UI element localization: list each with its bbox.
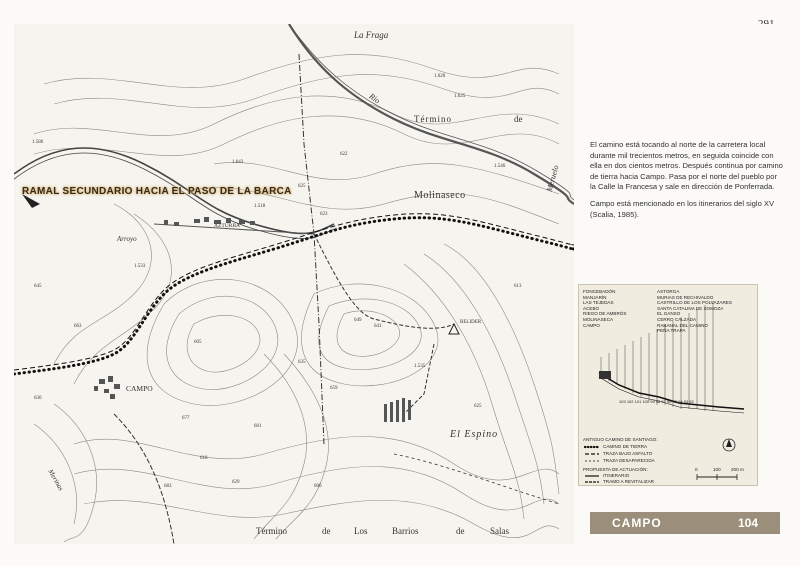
- town-label: LAS TEJEDAS: [583, 300, 614, 306]
- elevation-label: 1.546: [494, 164, 506, 169]
- profile-number: 98: [655, 399, 661, 404]
- town-label: CASTRILLO DE LOS POLVAZARES: [657, 300, 732, 306]
- label-de-bottom-1: de: [322, 526, 331, 536]
- label-arroyo: Arroyo: [117, 235, 137, 243]
- towns-left: [583, 289, 626, 328]
- elevation-label: 645: [34, 284, 42, 289]
- label-molinaseco: Molinaseco: [414, 190, 466, 201]
- elevation-label: 1.620: [434, 74, 446, 79]
- elevation-label: 1.533: [134, 264, 146, 269]
- towns-right: [657, 289, 732, 334]
- town-label: MURIAS DE RECHIVALDO: [657, 294, 714, 300]
- elevation-label: 649: [354, 318, 362, 323]
- elevation-label: 641: [374, 324, 382, 329]
- route-profile-inset: [578, 284, 758, 486]
- elevation-label: 622: [340, 152, 348, 157]
- label-campo: CAMPO: [126, 384, 153, 393]
- town-label: FONCEBADÓN: [583, 289, 616, 294]
- profile-numbers: [619, 399, 694, 405]
- description-paragraph: El camino está tocando al norte de la carretera local durante mil trecientos metros, en seguida coincide con ella en dos cientos metros. Después continua por camino de tierra hacia Campo. Pasa por el norte del pueblo por la Calle la Francesa y sale en dirección de Ponferrada.: [590, 140, 783, 192]
- elevation-label: 1.518: [254, 204, 266, 209]
- elevation-label: 625: [298, 184, 306, 189]
- town-label: EL GANSO: [657, 311, 681, 317]
- legend-item: TRAZA DESAPARECIDA: [603, 458, 655, 463]
- town-label: ACEBO: [583, 305, 600, 311]
- elevation-label: 600: [314, 484, 322, 489]
- footer-number: 104: [738, 516, 759, 530]
- label-termino-top: Término: [414, 114, 452, 124]
- town-label: MOLINASECA: [583, 316, 614, 322]
- branch-callout: RAMAL SECUNDARIO HACIA EL PASO DE LA BARCA: [22, 186, 292, 197]
- profile-number: 103: [619, 399, 626, 404]
- profile-number: 101: [634, 399, 642, 404]
- town-label: RABANAL DEL CAMINO: [657, 322, 708, 328]
- elevation-label: 601: [254, 424, 262, 429]
- label-barrios: Barrios: [392, 526, 419, 536]
- label-salas: Salas: [490, 526, 509, 536]
- profile-number: 96: [666, 399, 672, 404]
- map-drawing: [14, 24, 574, 544]
- town-label: MANJARÍN: [583, 294, 607, 300]
- elevation-label: 663: [74, 324, 82, 329]
- label-de-top: de: [514, 114, 523, 124]
- profile-number: 92: [689, 399, 694, 404]
- town-label: RIEGO DE AMBRÓS: [583, 311, 627, 317]
- proposal-item: TRAMO A REVITALIZAR: [603, 479, 654, 484]
- proposal-item: ITINERARIO: [603, 473, 630, 478]
- profile-number: 100: [642, 399, 650, 404]
- label-el-espino: El Espino: [450, 429, 499, 440]
- footer-title: CAMPO: [612, 516, 662, 530]
- scale-label: 100: [713, 467, 721, 472]
- elevation-label: 683: [164, 484, 172, 489]
- elevation-label: 613: [514, 284, 522, 289]
- topographic-map: [14, 24, 574, 544]
- elevation-label: 635: [298, 360, 306, 365]
- legend-item: TRAZA BAJO ASFALTO: [603, 451, 653, 456]
- label-de-bottom-2: de: [456, 526, 465, 536]
- elevation-label: 605: [194, 340, 202, 345]
- elevation-label: 1.586: [32, 140, 44, 145]
- elevation-label: 677: [182, 416, 190, 421]
- label-belider: BELIDER: [460, 320, 482, 325]
- town-label: ASTORGA: [657, 289, 680, 294]
- profile-number: 93: [683, 399, 689, 404]
- label-azturba: AZTURBA: [214, 223, 240, 229]
- legend-heading: ANTIGUO CAMINO DE SANTIAGO:: [583, 437, 658, 442]
- proposal-heading: PROPUESTA DE ACTUACIÓN:: [583, 467, 648, 472]
- scale-label: 200 m: [731, 467, 744, 472]
- label-la-fraga: La Fraga: [354, 30, 389, 40]
- elevation-label: 1.643: [232, 160, 244, 165]
- town-label: PEÑA TRAPA: [657, 328, 686, 334]
- profile-number: 102: [626, 399, 634, 404]
- description-paragraph: Campo está mencionado en los itinerarios del siglo XV (Scalia, 1985).: [590, 198, 775, 219]
- elevation-label: 659: [330, 386, 338, 391]
- profile-number: 94: [678, 399, 683, 404]
- town-label: SANTA CATALINA DE SOMOZA: [657, 305, 724, 311]
- elevation-label: 618: [200, 456, 208, 461]
- elevation-label: 625: [474, 404, 482, 409]
- label-termino-bottom: Término: [256, 526, 287, 536]
- elevation-label: 1.625: [454, 94, 466, 99]
- route-description: [590, 140, 785, 226]
- elevation-label: 630: [34, 396, 42, 401]
- town-label: CERRO CALZADA: [657, 316, 697, 322]
- town-label: CAMPO: [583, 322, 600, 328]
- label-meruelo: Meruelo: [544, 164, 561, 193]
- legend-item: CAMINO DE TIERRA: [603, 444, 648, 449]
- label-merinas: Merinas: [46, 467, 65, 493]
- profile-block: [599, 371, 611, 379]
- label-los: Los: [354, 526, 368, 536]
- elevation-label: 1.535: [414, 364, 426, 369]
- profile-number: 99: [650, 399, 655, 404]
- label-rio: Rio: [367, 91, 382, 106]
- profile-number: 95: [672, 399, 678, 404]
- profile-number: 97: [661, 399, 666, 404]
- scale-label: 0: [695, 467, 698, 472]
- elevation-label: 623: [320, 212, 328, 217]
- elevation-label: 629: [232, 480, 240, 485]
